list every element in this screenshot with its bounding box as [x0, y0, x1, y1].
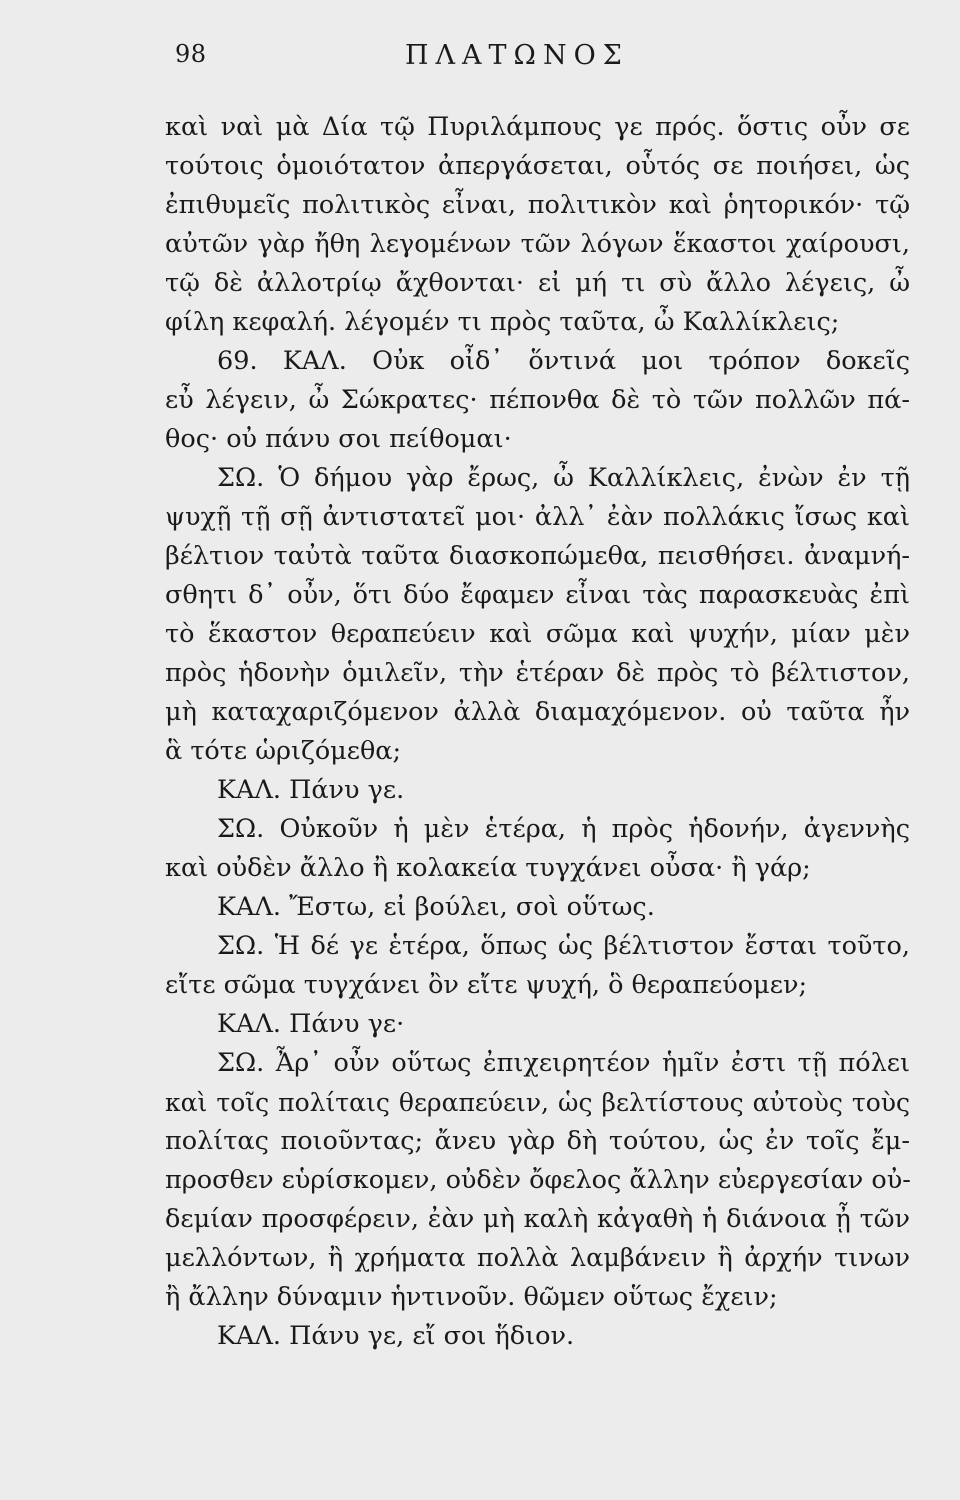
text-line: τούτοις ὁμοιότατον ἀπεργάσεται, οὗτός σε ποιήσει, ὡς — [165, 151, 910, 181]
text-line: ΚΑΛ. Ἔστω, εἰ βούλει, σοὶ οὕτως. — [217, 892, 655, 922]
text-line: τὸ ἕκαστον θεραπεύειν καὶ σῶμα καὶ ψυχήν, μίαν μὲν — [165, 619, 910, 649]
text-line: ΚΑΛ. Πάνυ γε, εἴ σοι ἥδιον. — [217, 1321, 575, 1351]
text-line: 69. ΚΑΛ. Οὐκ οἶδ᾽ ὅντινά μοι τρόπον δοκεῖς — [217, 346, 910, 376]
text-line: μὴ καταχαριζόμενον ἀλλὰ διαμαχόμενον. οὐ ταῦτα ἦν — [165, 697, 910, 727]
text-line: δεμίαν προσφέρειν, ἐὰν μὴ καλὴ κἀγαθὴ ἡ διάνοια ᾖ τῶν — [165, 1204, 910, 1234]
text-line: ἃ τότε ὡριζόμεθα; — [165, 736, 402, 766]
text-line: πρὸς ἡδονὴν ὁμιλεῖν, τὴν ἑτέραν δὲ πρὸς τὸ βέλτιστον, — [165, 658, 910, 688]
text-line: εἴτε σῶμα τυγχάνει ὂν εἴτε ψυχή, ὃ θεραπεύομεν; — [165, 970, 808, 1000]
text-line: σθητι δ᾽ οὖν, ὅτι δύο ἔφαμεν εἶναι τὰς παρασκευὰς ἐπὶ — [165, 580, 910, 610]
text-line: ψυχῇ τῇ σῇ ἀντιστατεῖ μοι· ἀλλ᾽ ἐὰν πολλάκις ἴσως καὶ — [165, 502, 910, 532]
text-line: καὶ τοῖς πολίταις θεραπεύειν, ὡς βελτίστους αὐτοὺς τοὺς — [165, 1088, 910, 1117]
text-line: προσθεν εὑρίσκομεν, οὐδὲν ὄφελος ἄλλην εὐεργεσίαν οὐ- — [165, 1165, 911, 1195]
text-line: φίλη κεφαλή. λέγομέν τι πρὸς ταῦτα, ὦ Καλλίκλεις; — [165, 307, 840, 337]
text-line: ΚΑΛ. Πάνυ γε· — [217, 1009, 405, 1039]
text-line: μελλόντων, ἢ χρήματα πολλὰ λαμβάνειν ἢ ἀρχήν τινων — [165, 1243, 910, 1273]
text-line: ἐπιθυμεῖς πολιτικὸς εἶναι, πολιτικὸν καὶ ῥητορικόν· τῷ — [165, 190, 910, 220]
text-line: βέλτιον ταὐτὰ ταῦτα διασκοπώμεθα, πεισθήσει. ἀναμνή- — [165, 541, 910, 571]
text-line: ἢ ἄλλην δύναμιν ἡντινοῦν. θῶμεν οὕτως ἔχειν; — [165, 1282, 778, 1312]
text-line: τῷ δὲ ἀλλοτρίῳ ἄχθονται· εἰ μή τι σὺ ἄλλο λέγεις, ὦ — [165, 268, 910, 298]
page-number: 98 — [175, 40, 207, 68]
text-line: ΣΩ. Ὁ δήμου γὰρ ἔρως, ὦ Καλλίκλεις, ἐνὼν ἐν τῇ — [217, 463, 910, 493]
running-title: ΠΛΑΤΩΝΟΣ — [405, 40, 629, 71]
text-line: αὐτῶν γὰρ ἤθη λεγομένων τῶν λόγων ἕκαστοι χαίρουσι, — [165, 229, 910, 259]
text-line: καὶ οὐδὲν ἄλλο ἢ κολακεία τυγχάνει οὖσα· ἢ γάρ; — [165, 853, 811, 883]
text-line: καὶ ναὶ μὰ Δία τῷ Πυριλάμπους γε πρός. ὅστις οὖν σε — [165, 112, 910, 142]
text-line: ΣΩ. Οὐκοῦν ἡ μὲν ἑτέρα, ἡ πρὸς ἡδονήν, ἀγεννὴς — [217, 814, 910, 844]
page-header — [0, 40, 960, 80]
text-line: θος· οὐ πάνυ σοι πείθομαι· — [165, 424, 512, 454]
text-line: ΚΑΛ. Πάνυ γε. — [217, 775, 405, 805]
text-line: εὖ λέγειν, ὦ Σώκρατες· πέπονθα δὲ τὸ τῶν πολλῶν πά- — [165, 385, 910, 415]
text-line: ΣΩ. Ἡ δέ γε ἑτέρα, ὅπως ὡς βέλτιστον ἔσται τοῦτο, — [217, 931, 910, 961]
text-line: ΣΩ. Ἆρ᾽ οὖν οὕτως ἐπιχειρητέον ἡμῖν ἐστι τῇ πόλει — [217, 1048, 910, 1078]
text-line: πολίτας ποιοῦντας; ἄνευ γὰρ δὴ τούτου, ὡς ἐν τοῖς ἔμ- — [165, 1126, 910, 1156]
body-text — [165, 108, 910, 1356]
